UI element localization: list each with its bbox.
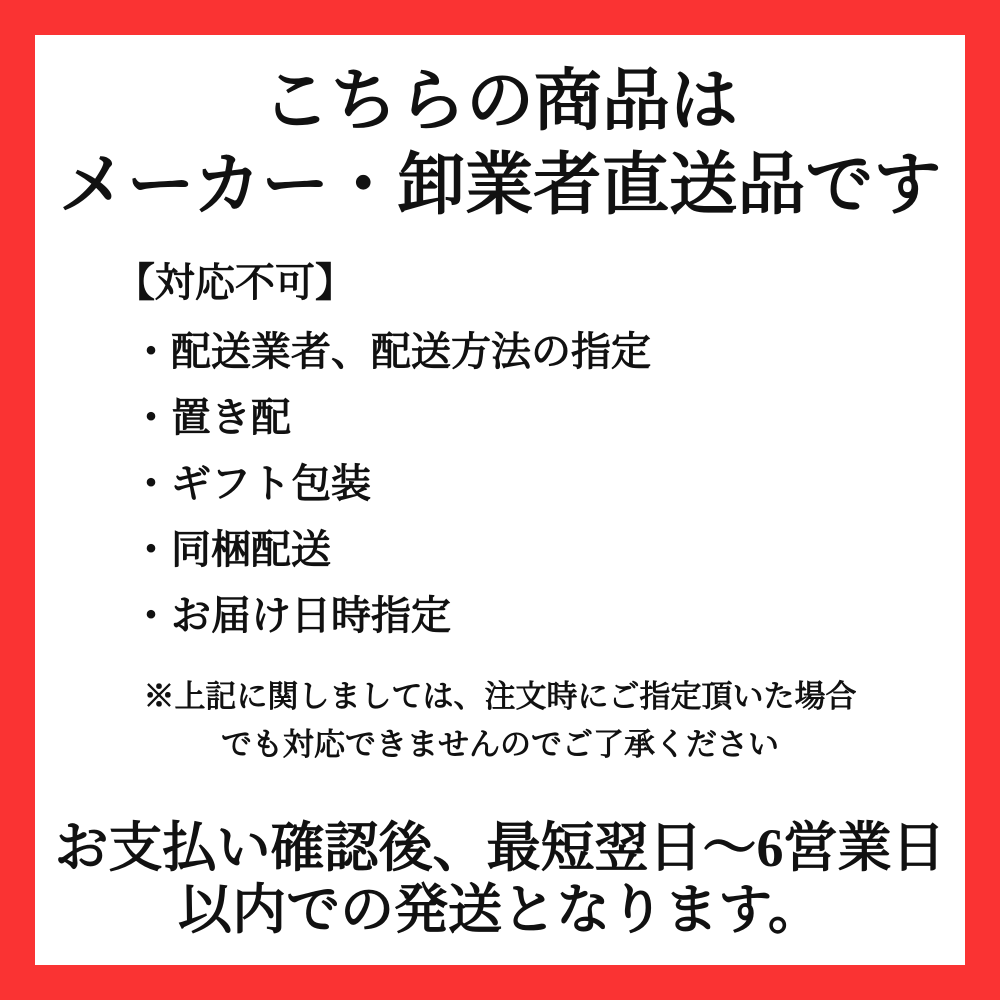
notice-title-line2: メーカー・卸業者直送品です [58,147,942,223]
shipping-time-line2: 以内での発送となります。 [178,880,822,940]
note-line2: でも対応できませんのでご了承ください [221,727,779,762]
shipping-time-statement [35,817,965,941]
list-item: ・お届け日時指定 [131,593,451,638]
list-item: ・同梱配送 [131,527,331,572]
notice-title-line1: こちらの商品は [261,63,738,139]
list-item: ・ギフト包装 [131,461,371,506]
notice-content [35,59,965,989]
shipping-time-line1: お支払い確認後、最短翌日〜6営業日 [54,818,946,878]
unavailable-item-list [131,319,965,649]
notice-title [35,59,965,227]
list-item: ・置き配 [131,395,291,440]
note-line1: ※上記に関しましては、注文時にご指定頂いた場合 [143,679,857,714]
list-item: ・配送業者、配送方法の指定 [131,329,651,374]
unavailable-section-heading: 【対応不可】 [115,260,355,305]
note-block [35,673,965,769]
